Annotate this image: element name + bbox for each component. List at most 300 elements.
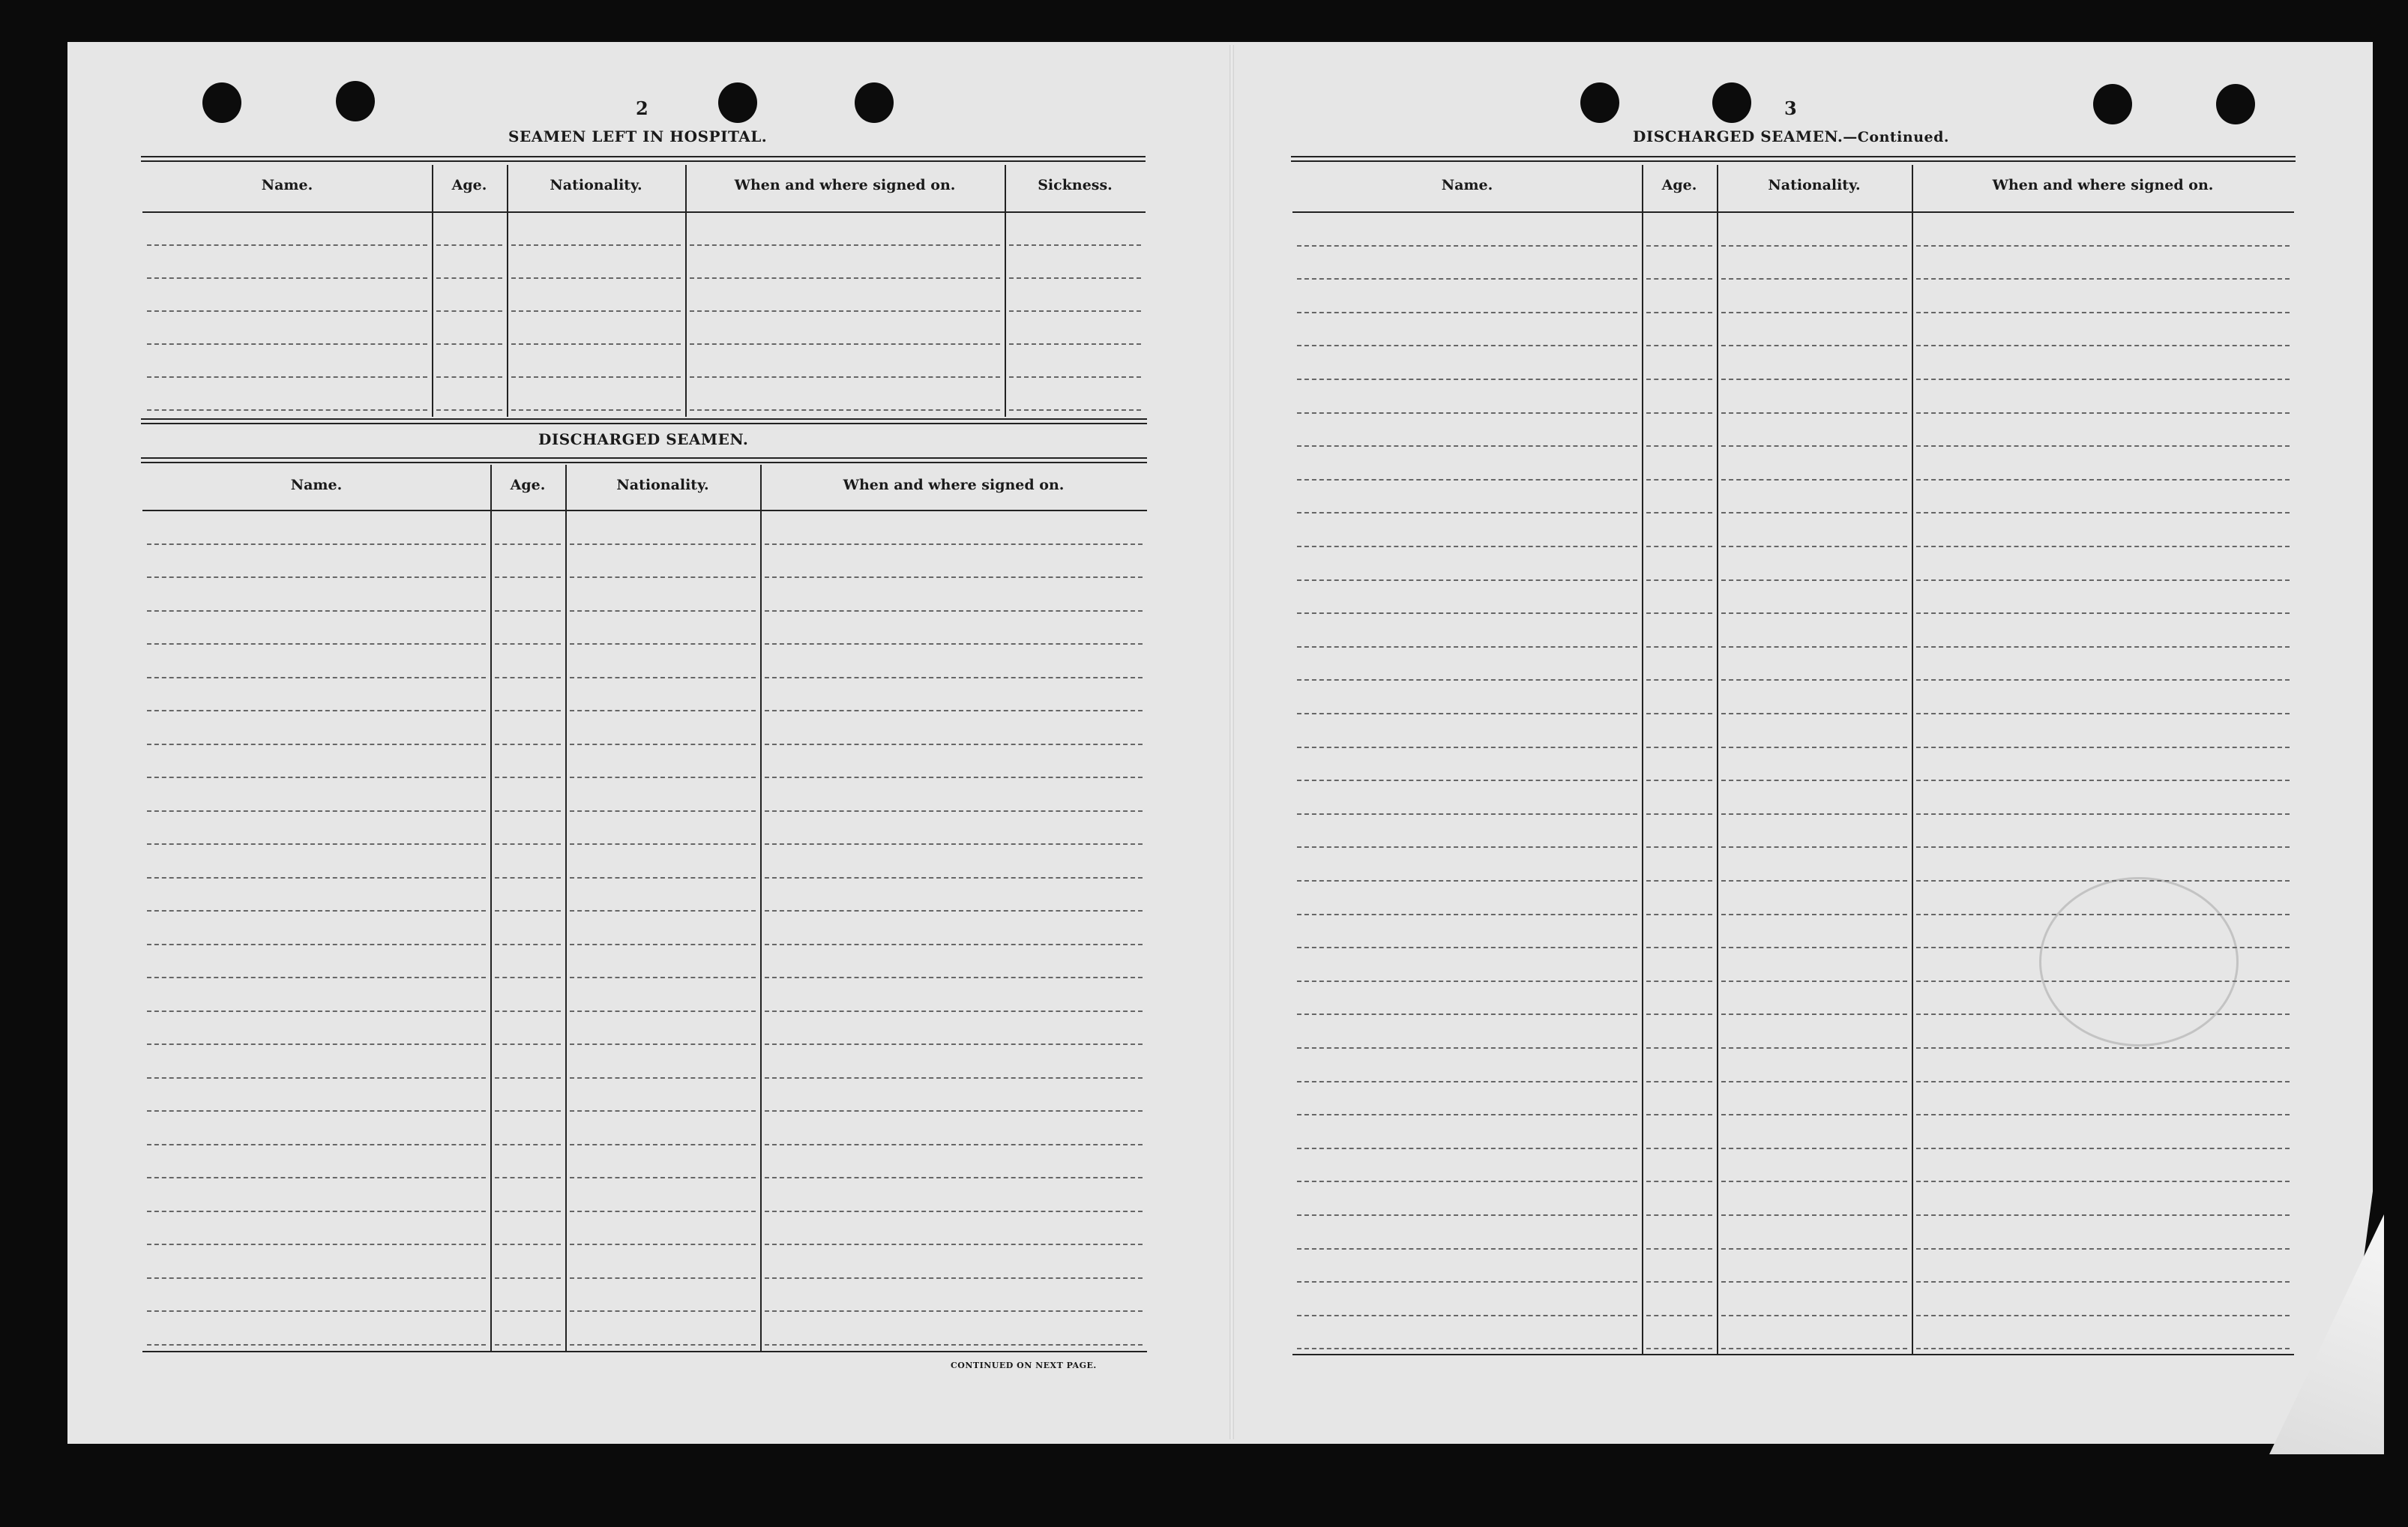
entry-line: [570, 1110, 756, 1112]
entry-line: [1297, 479, 1637, 481]
entry-line: [1721, 445, 1907, 447]
entry-line: [1646, 646, 1712, 648]
entry-line: [570, 710, 756, 711]
entry-line: [147, 910, 486, 912]
entry-line: [570, 977, 756, 978]
entry-line: [1916, 679, 2290, 681]
entry-line: [495, 910, 561, 912]
entry-line: [1721, 747, 1907, 748]
entry-line: [436, 376, 502, 378]
entry-line: [1297, 245, 1637, 247]
entry-line: [1916, 1214, 2290, 1216]
entry-line: [765, 643, 1143, 645]
entry-line: [147, 376, 427, 378]
entry-line: [1297, 1315, 1637, 1316]
entry-line: [570, 1211, 756, 1212]
column-header: Name.: [1441, 177, 1493, 193]
entry-line: [147, 409, 427, 411]
entry-line: [1721, 646, 1907, 648]
entry-line: [495, 1110, 561, 1112]
entry-line: [570, 910, 756, 912]
entry-line: [570, 810, 756, 812]
entry-line: [1297, 1214, 1637, 1216]
entry-line: [436, 343, 502, 345]
entry-line: [495, 1244, 561, 1245]
entry-line: [147, 576, 486, 578]
entry-line: [570, 1244, 756, 1245]
entry-line: [1916, 278, 2290, 280]
column-header: Sickness.: [1038, 177, 1113, 193]
entry-line: [1297, 1348, 1637, 1349]
entry-line: [1009, 310, 1141, 312]
entry-line: [1646, 846, 1712, 848]
entry-line: [1297, 747, 1637, 748]
entry-line: [1721, 981, 1907, 982]
entry-line: [1297, 312, 1637, 313]
entry-line: [765, 1043, 1143, 1045]
entry-line: [1916, 245, 2290, 247]
entry-line: [1721, 1181, 1907, 1182]
entry-line: [147, 1310, 486, 1312]
entry-line: [1646, 1315, 1712, 1316]
table-bottom-rule: [1292, 1354, 2294, 1355]
column-header: Nationality.: [550, 177, 642, 193]
entry-line: [1297, 379, 1637, 380]
entry-line: [1297, 445, 1637, 447]
entry-line: [690, 409, 1000, 411]
entry-line: [1646, 747, 1712, 748]
entry-line: [1646, 1248, 1712, 1250]
entry-line: [1646, 813, 1712, 815]
entry-line: [765, 777, 1143, 778]
column-divider: [565, 465, 567, 1351]
entry-line: [1297, 1014, 1637, 1015]
entry-line: [1297, 1081, 1637, 1082]
entry-line: [765, 1077, 1143, 1079]
entry-line: [1646, 379, 1712, 380]
entry-line: [1721, 612, 1907, 614]
entry-line: [1297, 981, 1637, 982]
entry-line: [495, 744, 561, 745]
page-fold: [1229, 45, 1234, 1439]
entry-line: [147, 977, 486, 978]
entry-line: [1916, 1047, 2290, 1049]
entry-line: [1646, 512, 1712, 513]
entry-line: [1297, 546, 1637, 547]
entry-line: [1916, 379, 2290, 380]
column-divider: [685, 165, 687, 417]
entry-line: [1916, 1014, 2290, 1015]
entry-line: [765, 910, 1143, 912]
entry-line: [147, 1043, 486, 1045]
entry-line: [1721, 1315, 1907, 1316]
entry-line: [1646, 245, 1712, 247]
entry-line: [1646, 1214, 1712, 1216]
entry-line: [495, 643, 561, 645]
entry-line: [765, 1177, 1143, 1178]
entry-line: [495, 1177, 561, 1178]
entry-line: [147, 1110, 486, 1112]
entry-line: [1721, 780, 1907, 781]
entry-line: [511, 310, 681, 312]
entry-line: [1721, 846, 1907, 848]
entry-line: [1297, 345, 1637, 346]
entry-line: [1916, 846, 2290, 848]
entry-line: [511, 376, 681, 378]
entry-line: [1297, 1047, 1637, 1049]
section-rule: [141, 418, 1147, 424]
entry-line: [1721, 379, 1907, 380]
entry-line: [1916, 579, 2290, 581]
entry-line: [765, 1144, 1143, 1145]
entry-line: [1721, 1248, 1907, 1250]
entry-line: [570, 1144, 756, 1145]
entry-line: [1297, 1148, 1637, 1149]
entry-line: [570, 677, 756, 678]
entry-line: [570, 1177, 756, 1178]
entry-line: [1721, 312, 1907, 313]
entry-line: [1916, 1081, 2290, 1082]
entry-line: [765, 1110, 1143, 1112]
column-divider: [760, 465, 762, 1351]
punch-hole: [2093, 84, 2132, 124]
entry-line: [765, 877, 1143, 879]
column-header: When and where signed on.: [843, 477, 1065, 493]
header-underline: [142, 211, 1146, 213]
column-divider: [1717, 165, 1718, 1354]
entry-line: [1916, 947, 2290, 948]
entry-line: [1721, 479, 1907, 481]
entry-line: [690, 310, 1000, 312]
entry-line: [1916, 1281, 2290, 1283]
entry-line: [1297, 780, 1637, 781]
entry-line: [570, 843, 756, 845]
entry-line: [765, 977, 1143, 978]
entry-line: [1646, 981, 1712, 982]
entry-line: [570, 1277, 756, 1279]
entry-line: [1721, 1014, 1907, 1015]
entry-line: [1646, 1014, 1712, 1015]
entry-line: [765, 710, 1143, 711]
punch-hole: [202, 82, 241, 123]
entry-line: [1646, 679, 1712, 681]
entry-line: [1721, 813, 1907, 815]
entry-line: [1646, 546, 1712, 547]
entry-line: [1009, 277, 1141, 279]
entry-line: [147, 310, 427, 312]
entry-line: [495, 1077, 561, 1079]
entry-line: [765, 810, 1143, 812]
punch-hole: [855, 82, 894, 123]
entry-line: [1721, 278, 1907, 280]
entry-line: [1297, 1281, 1637, 1283]
entry-line: [147, 1177, 486, 1178]
section-title-suffix: —Continued.: [1843, 129, 1950, 145]
entry-line: [1297, 1248, 1637, 1250]
column-header: Name.: [261, 177, 313, 193]
entry-line: [1646, 780, 1712, 781]
entry-line: [495, 710, 561, 711]
entry-line: [1297, 880, 1637, 882]
entry-line: [765, 1310, 1143, 1312]
faded-stamp: [2039, 877, 2239, 1046]
entry-line: [1646, 312, 1712, 313]
entry-line: [1646, 579, 1712, 581]
column-header: Nationality.: [616, 477, 709, 493]
entry-line: [147, 944, 486, 945]
entry-line: [495, 1211, 561, 1212]
entry-line: [1916, 1348, 2290, 1349]
entry-line: [495, 977, 561, 978]
entry-line: [147, 277, 427, 279]
entry-line: [1646, 445, 1712, 447]
entry-line: [1916, 1315, 2290, 1316]
entry-line: [1646, 1081, 1712, 1082]
entry-line: [570, 944, 756, 945]
entry-line: [570, 744, 756, 745]
entry-line: [1297, 846, 1637, 848]
entry-line: [1721, 1214, 1907, 1216]
entry-line: [147, 610, 486, 612]
entry-line: [436, 409, 502, 411]
entry-line: [1916, 445, 2290, 447]
entry-line: [570, 643, 756, 645]
entry-line: [765, 843, 1143, 845]
entry-line: [1916, 612, 2290, 614]
entry-line: [1297, 813, 1637, 815]
page-number: 2: [636, 97, 648, 119]
entry-line: [1646, 1047, 1712, 1049]
entry-line: [1297, 579, 1637, 581]
header-underline: [1292, 211, 2294, 213]
entry-line: [147, 1011, 486, 1012]
entry-line: [1721, 880, 1907, 882]
entry-line: [1721, 679, 1907, 681]
entry-line: [1646, 947, 1712, 948]
entry-line: [1009, 343, 1141, 345]
entry-line: [570, 576, 756, 578]
entry-line: [765, 744, 1143, 745]
entry-line: [495, 1277, 561, 1279]
entry-line: [495, 843, 561, 845]
entry-line: [495, 543, 561, 545]
column-divider: [1642, 165, 1643, 1354]
entry-line: [1646, 345, 1712, 346]
entry-line: [1297, 278, 1637, 280]
column-divider: [1912, 165, 1913, 1354]
entry-line: [511, 277, 681, 279]
entry-line: [1646, 880, 1712, 882]
entry-line: [570, 1077, 756, 1079]
entry-line: [1646, 1281, 1712, 1283]
entry-line: [495, 810, 561, 812]
entry-line: [147, 810, 486, 812]
column-divider: [432, 165, 433, 417]
entry-line: [147, 843, 486, 845]
section-title: DISCHARGED SEAMEN.: [1633, 127, 1843, 145]
entry-line: [765, 944, 1143, 945]
entry-line: [690, 376, 1000, 378]
entry-line: [147, 244, 427, 246]
entry-line: [436, 277, 502, 279]
entry-line: [147, 1077, 486, 1079]
entry-line: [147, 877, 486, 879]
entry-line: [1916, 546, 2290, 547]
entry-line: [1297, 512, 1637, 513]
entry-line: [1297, 947, 1637, 948]
entry-line: [495, 944, 561, 945]
page-number: 3: [1784, 97, 1797, 119]
entry-line: [1721, 713, 1907, 714]
entry-line: [147, 643, 486, 645]
entry-line: [1297, 713, 1637, 714]
column-header: When and where signed on.: [1992, 177, 2214, 193]
entry-line: [1297, 1181, 1637, 1182]
entry-line: [495, 1144, 561, 1145]
entry-line: [1009, 409, 1141, 411]
entry-line: [1721, 1081, 1907, 1082]
column-divider: [490, 465, 492, 1351]
header-rule: [1291, 156, 2296, 162]
entry-line: [765, 610, 1143, 612]
entry-line: [1721, 345, 1907, 346]
entry-line: [765, 1211, 1143, 1212]
entry-line: [570, 610, 756, 612]
entry-line: [1721, 546, 1907, 547]
entry-line: [1916, 646, 2290, 648]
entry-line: [1297, 412, 1637, 414]
entry-line: [1646, 1148, 1712, 1149]
entry-line: [1916, 312, 2290, 313]
entry-line: [1009, 376, 1141, 378]
entry-line: [1916, 914, 2290, 915]
entry-line: [147, 677, 486, 678]
discharged-section-title: DISCHARGED SEAMEN.: [538, 430, 749, 448]
entry-line: [1721, 1348, 1907, 1349]
entry-line: [765, 543, 1143, 545]
entry-line: [1297, 1114, 1637, 1115]
entry-line: [1646, 914, 1712, 915]
entry-line: [1916, 1248, 2290, 1250]
entry-line: [495, 610, 561, 612]
entry-line: [570, 1310, 756, 1312]
entry-line: [1916, 512, 2290, 513]
column-header: Nationality.: [1768, 177, 1861, 193]
entry-line: [765, 1344, 1143, 1346]
header-rule: [141, 457, 1147, 463]
right-page: [1233, 42, 2373, 1444]
punch-hole: [718, 82, 757, 123]
entry-line: [765, 1277, 1143, 1279]
entry-line: [1721, 512, 1907, 513]
entry-line: [1721, 1114, 1907, 1115]
header-underline: [142, 510, 1147, 511]
punch-hole: [1712, 82, 1751, 123]
entry-line: [1297, 914, 1637, 915]
entry-line: [436, 310, 502, 312]
entry-line: [147, 1344, 486, 1346]
entry-line: [1646, 479, 1712, 481]
entry-line: [1646, 1348, 1712, 1349]
entry-line: [1646, 713, 1712, 714]
entry-line: [1721, 245, 1907, 247]
entry-line: [1916, 880, 2290, 882]
entry-line: [1646, 1181, 1712, 1182]
entry-line: [765, 576, 1143, 578]
entry-line: [511, 343, 681, 345]
entry-line: [765, 1244, 1143, 1245]
entry-line: [1646, 612, 1712, 614]
entry-line: [147, 343, 427, 345]
entry-line: [495, 1011, 561, 1012]
entry-line: [511, 244, 681, 246]
entry-line: [1721, 1148, 1907, 1149]
entry-line: [1009, 244, 1141, 246]
entry-line: [495, 677, 561, 678]
entry-line: [147, 1277, 486, 1279]
entry-line: [147, 1144, 486, 1145]
entry-line: [1916, 345, 2290, 346]
entry-line: [1646, 412, 1712, 414]
entry-line: [765, 677, 1143, 678]
entry-line: [570, 1344, 756, 1346]
column-header: Age.: [1661, 177, 1697, 193]
column-header: Age.: [510, 477, 546, 493]
entry-line: [1916, 412, 2290, 414]
entry-line: [436, 244, 502, 246]
entry-line: [495, 1043, 561, 1045]
entry-line: [690, 343, 1000, 345]
punch-hole: [1580, 82, 1619, 123]
entry-line: [1916, 981, 2290, 982]
entry-line: [511, 409, 681, 411]
entry-line: [1721, 1281, 1907, 1283]
entry-line: [495, 877, 561, 879]
entry-line: [1297, 679, 1637, 681]
entry-line: [1916, 1148, 2290, 1149]
entry-line: [1916, 747, 2290, 748]
header-rule: [141, 156, 1146, 162]
entry-line: [570, 877, 756, 879]
entry-line: [570, 543, 756, 545]
entry-line: [690, 244, 1000, 246]
entry-line: [1721, 579, 1907, 581]
table-bottom-rule: [142, 1351, 1147, 1352]
column-header: Name.: [290, 477, 343, 493]
entry-line: [495, 1344, 561, 1346]
discharged-continued-title: [1633, 127, 1949, 145]
column-header: When and where signed on.: [734, 177, 956, 193]
entry-line: [1721, 947, 1907, 948]
entry-line: [570, 1011, 756, 1012]
column-divider: [507, 165, 508, 417]
continued-note: CONTINUED ON NEXT PAGE.: [951, 1361, 1097, 1370]
entry-line: [147, 1244, 486, 1245]
entry-line: [1646, 1114, 1712, 1115]
entry-line: [1297, 612, 1637, 614]
entry-line: [765, 1011, 1143, 1012]
column-divider: [1005, 165, 1006, 417]
entry-line: [1916, 479, 2290, 481]
entry-line: [147, 710, 486, 711]
punch-hole: [2216, 84, 2255, 124]
entry-line: [1916, 1114, 2290, 1115]
entry-line: [147, 543, 486, 545]
entry-line: [495, 1310, 561, 1312]
entry-line: [570, 777, 756, 778]
punch-hole: [336, 81, 375, 121]
entry-line: [1297, 646, 1637, 648]
